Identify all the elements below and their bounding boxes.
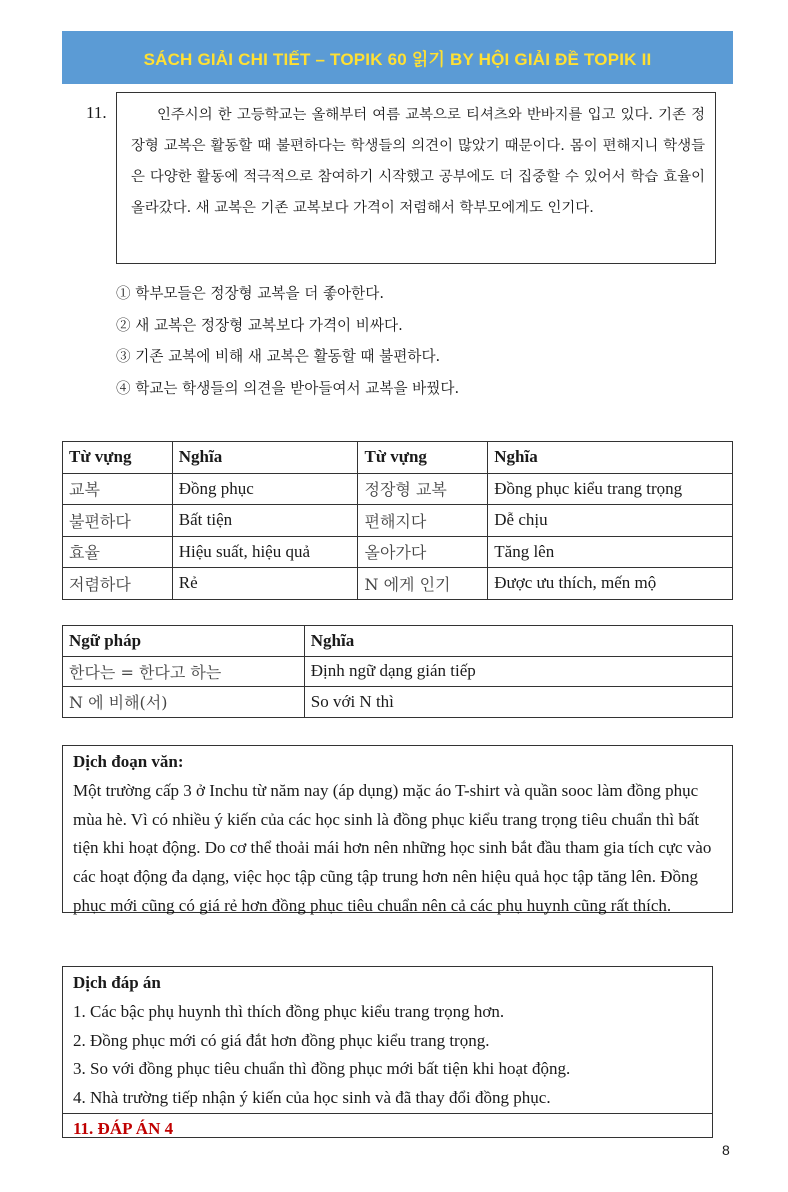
answer-options [116,282,716,408]
vocab-word: 저렴하다 [63,568,173,600]
list-item: 4. Nhà trường tiếp nhận ý kiến của học sinh và đã thay đổi đồng phục. [73,1088,551,1108]
grammar-pattern: 한다는 = 한다고 하는 [63,656,305,687]
vocab-word: 효율 [63,536,173,568]
option-1: ① 학부모들은 정장형 교복을 더 좋아한다. [116,285,384,302]
vocab-word: N 에게 인기 [358,568,488,600]
table-row [63,568,733,600]
option-4: ④ 학교는 학생들의 의견을 받아들여서 교복을 바꿨다. [116,379,460,397]
reading-passage: 인주시의 한 고등학교는 올해부터 여름 교복으로 티셔츠와 반바지를 입고 있다. 기존 정장형 교복은 활동할 때 불편하다는 학생들의 의견이 많았기 때문이다. 몸이 편해지니 학생들은 다양한 활동에 적극적으로 참여하기 시작했고 공부에도 더 집중할 수 있어서 학습 효율이 올라갔다. 새 교복은 기존 교복보다 가격이 저렴해서 학부모에게도 인기다. [116,92,716,264]
grammar-meaning: Định ngữ dạng gián tiếp [304,656,732,687]
list-item: 1. Các bậc phụ huynh thì thích đồng phục kiểu trang trọng hơn. [73,1001,505,1021]
header-title: SÁCH GIẢI CHI TIẾT – TOPIK 60 읽기 BY HỘI GIẢI ĐỀ TOPIK II [143,50,652,69]
option-2: ② 새 교복은 정장형 교복보다 가격이 비싸다. [116,316,403,334]
answer-translation-title: Dịch đáp án [73,973,161,992]
table-row [63,473,733,505]
question-number: 11. [86,103,107,122]
passage-translation-title: Dịch đoạn văn: [73,752,184,771]
table-row [63,536,733,568]
grammar-header-row [63,626,733,657]
grammar-pattern: N 에 비해(서) [63,687,305,718]
vocab-meaning: Đồng phục kiểu trang trọng [488,473,733,505]
vocab-word: 편해지다 [358,505,488,537]
vocab-header-word-1: Từ vựng [63,442,173,474]
vocab-table [62,441,733,600]
vocab-meaning: Hiệu suất, hiệu quả [172,536,358,568]
grammar-header-pattern: Ngữ pháp [63,626,305,657]
vocab-word: 정장형 교복 [358,473,488,505]
vocab-meaning: Được ưu thích, mến mộ [488,568,733,600]
vocab-header-meaning-2: Nghĩa [488,442,733,474]
correct-answer: 11. ĐÁP ÁN 4 [63,1113,712,1144]
list-item: 2. Đồng phục mới có giá đắt hơn đồng phục kiểu trang trọng. [73,1030,490,1050]
vocab-meaning: Đồng phục [172,473,358,505]
page-number: 8 [722,1142,730,1158]
table-row [63,656,733,687]
vocab-word: 교복 [63,473,173,505]
vocab-meaning: Rẻ [172,568,358,600]
answer-translation-box [62,966,713,1138]
vocab-meaning: Tăng lên [488,536,733,568]
list-item: 3. So với đồng phục tiêu chuẩn thì đồng phục mới bất tiện khi hoạt động. [73,1059,571,1079]
passage-translation-box [62,745,733,913]
vocab-header-row [63,442,733,474]
vocab-word: 올아가다 [358,536,488,568]
vocab-header-meaning-1: Nghĩa [172,442,358,474]
table-row [63,505,733,537]
grammar-meaning: So với N thì [304,687,732,718]
vocab-meaning: Bất tiện [172,505,358,537]
passage-translation-text: Một trường cấp 3 ở Inchu từ năm nay (áp dụng) mặc áo T-shirt và quần sooc làm đồng phục mùa hè. Vì có nhiều ý kiến của các học sinh là đồng phục kiểu trang trọng tiêu chuẩn thì bất tiện khi hoạt động. Do cơ thể thoải mái hơn nên những học sinh bắt đầu tham gia tích cực vào các hoạt động đa dạng, việc học tập cũng tập trung hơn nên hiệu quả học tập tăng lên. Đồng phục mới cũng có giá rẻ hơn đồng phục tiêu chuẩn nên cả các phụ huynh cũng rất thích. [73,780,712,915]
grammar-header-meaning: Nghĩa [304,626,732,657]
option-3: ③ 기존 교복에 비해 새 교복은 활동할 때 불편하다. [116,348,441,365]
grammar-table [62,625,733,718]
table-row [63,687,733,718]
vocab-word: 불편하다 [63,505,173,537]
header-banner [62,31,733,84]
vocab-meaning: Dễ chịu [488,505,733,537]
vocab-header-word-2: Từ vựng [358,442,488,474]
